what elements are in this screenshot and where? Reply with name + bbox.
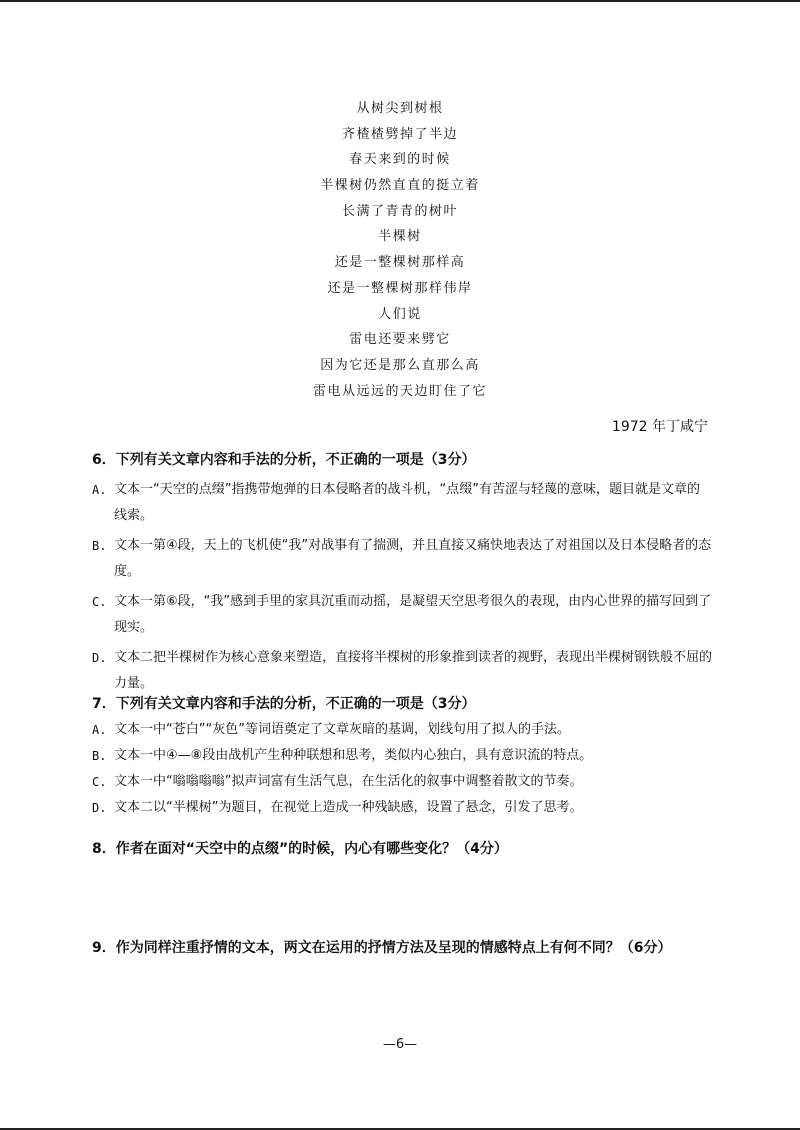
poem-line: 长满了青青的树叶 [341,203,458,219]
option-b [92,533,712,585]
poem-line: 还是一整棵树那样高 [334,255,466,271]
poem [0,96,800,404]
question-8 [92,836,712,862]
question-title: 7．下列有关文章内容和手法的分析，不正确的一项是（3分） [92,696,476,712]
option-text: 文本一中“嗡嗡嗡嗡”拟声词富有生活气息，在生活化的叙事中调整着散文的节奏。 [114,774,583,789]
question-title: 9．作为同样注重抒情的文本，两文在运用的抒情方法及呈现的情感特点上有何不同？（6分） [92,940,672,956]
option-text: 文本一“天空的点缀”指携带炮弹的日本侵略者的战斗机，“点缀”有苦涩与轻蔑的意味，题目就是文章的线索。 [114,482,700,523]
option-label: B. [92,539,107,553]
question-title: 6．下列有关文章内容和手法的分析，不正确的一项是（3分） [92,452,476,468]
option-c [92,589,712,641]
poem-line: 从树尖到树根 [356,101,444,116]
option-label: D. [92,801,107,815]
option-text: 文本二以“半棵树”为题目，在视觉上造成一种残缺感，设置了悬念，引发了思考。 [114,800,583,815]
option-label: D. [92,651,107,665]
option-b [92,743,712,769]
poem-line: 春天来到的时候 [349,152,451,168]
poem-line: 雷电从远远的天边盯住了它 [312,383,487,399]
poem-line: 因为它还是那么直那么高 [320,357,480,373]
option-d [92,645,712,697]
poem-line: 齐楂楂劈掉了半边 [341,126,458,142]
option-text: 文本一第⑥段，“我”感到手里的家具沉重而动摇，是凝望天空思考很久的表现，由内心世界的描写回到了现实。 [114,594,712,635]
option-d [92,795,712,821]
option-label: C. [92,595,107,609]
option-label: B. [92,749,107,763]
question-6 [92,447,712,697]
option-text: 文本一中“苍白”“灰色”等词语奠定了文章灰暗的基调，划线句用了拟人的手法。 [114,722,570,737]
option-a [92,477,712,529]
question-title: 8．作者在面对“天空中的点缀”的时候，内心有哪些变化？（4分） [92,841,508,857]
poem-line: 人们说 [378,306,422,322]
poem-line: 还是一整棵树那样伟岸 [327,280,473,296]
option-c [92,769,712,795]
option-label: C. [92,775,107,789]
question-9 [92,935,712,961]
poem-line: 半棵树仍然直直的挺立着 [320,178,480,194]
option-text: 文本一中④—⑧段由战机产生种种联想和思考，类似内心独白，具有意识流的特点。 [114,748,593,763]
option-text: 文本一第④段，天上的飞机使“我”对战事有了揣测，并且直接又痛快地表达了对祖国以及日本侵略者的态度。 [114,538,712,579]
poem-line: 半棵树 [378,229,422,245]
option-text: 文本二把半棵树作为核心意象来塑造，直接将半棵树的形象推到读者的视野，表现出半棵树钢铁般不屈的力量。 [114,650,713,691]
poem-line: 雷电还要来劈它 [349,332,451,348]
poem-attribution: 1972 年丁咸宁 [611,419,708,435]
option-label: A. [92,723,107,737]
option-label: A. [92,483,107,497]
option-a [92,717,712,743]
question-7 [92,691,712,821]
page-number: —6— [382,1037,418,1052]
